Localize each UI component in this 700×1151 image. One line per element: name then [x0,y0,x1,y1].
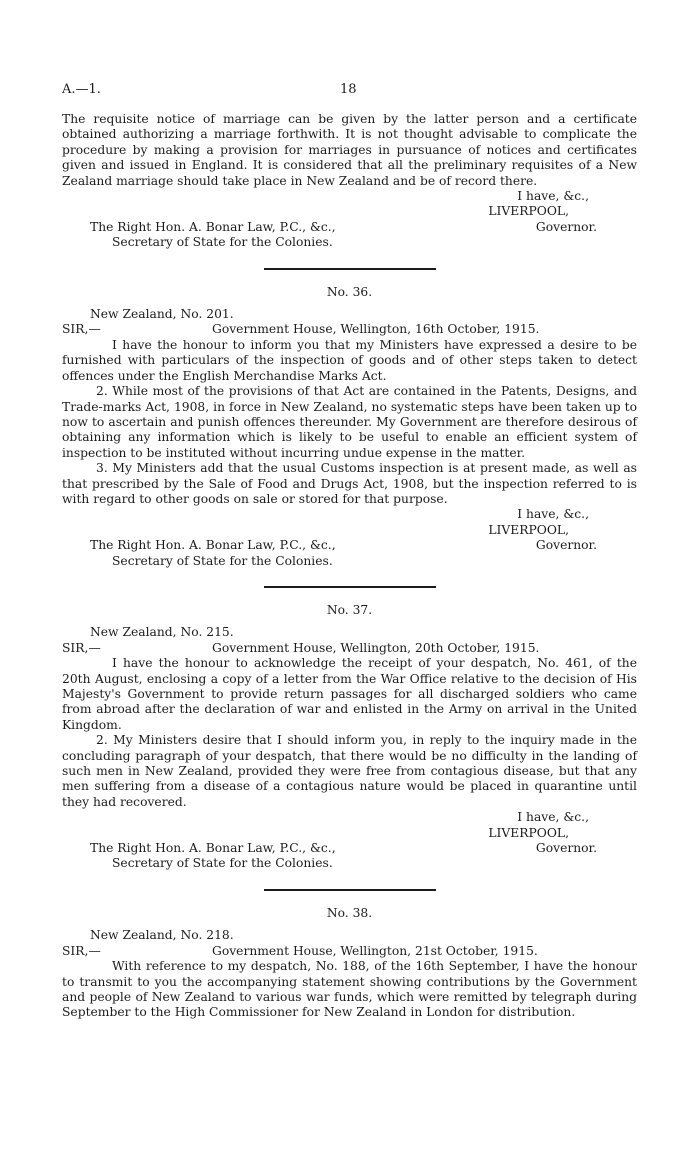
addressee-row [62,538,637,553]
salutation: SIR,— [62,640,101,655]
despatch-number: No. 37. [326,602,373,617]
despatch-paragraph: 3. My Ministers add that the usual Customs inspection is at present made, as well as that prescribed by the Sale of Food and Drugs Act, 1908, but the inspection referred to is with regard to other goods on sale or stored for that purpose. [62,461,637,506]
addressee: The Right Hon. A. Bonar Law, P.C., &c., [90,538,336,553]
closing: I have, &c., [517,810,589,825]
document-reference: A.—1. [62,82,101,97]
despatch-ref: New Zealand, No. 215. [90,625,234,640]
addressee-row [62,220,637,235]
despatch-number: No. 38. [326,905,373,920]
addressee-title: Secretary of State for the Colonies. [112,553,333,568]
signature: LIVERPOOL, [488,204,569,219]
addressee-row [62,841,637,856]
place-date: Government House, Wellington, 20th October, 1915. [212,640,540,655]
signer-title: Governor. [535,841,597,856]
despatch-paragraph: With reference to my despatch, No. 188, of the 16th September, I have the honour to transmit to you the accompanying statement showing contributions by the Government and people of New Zealand to various war funds, which were remitted by telegraph during September to the High Commissioner for New Zealand in London for distribution. [62,959,637,1020]
signer-title: Governor. [535,219,597,234]
despatch-paragraph: 2. My Ministers desire that I should inform you, in reply to the inquiry made in the concluding paragraph of your despatch, that there would be no difficulty in the landing of such men in New Zealand, provided they were free from contagious disease, but that any men suffering from a disease of a contagious nature would be placed in quarantine until they had recovered. [62,733,637,809]
salutation-row [62,322,637,337]
intro-paragraph: The requisite notice of marriage can be given by the latter person and a certificate obtained authorizing a marriage forthwith. It is not thought advisable to complicate the procedure by making a provision for marriages in pursuance of notices and certificates given and issued in England. It is considered that all the preliminary requisites of a New Zealand marriage should take place in New Zealand and be of record there. [62,112,637,188]
signer-title: Governor. [535,538,597,553]
page-number: 18 [340,82,357,97]
despatch-number: No. 36. [326,284,373,299]
salutation-row [62,944,637,959]
closing: I have, &c., [517,507,589,522]
despatch-paragraph: 2. While most of the provisions of that Act are contained in the Patents, Designs, and Trade-marks Act, 1908, in force in New Zealand, no systematic steps have been taken up to now to ascertain and punish offences thereunder. My Government are therefore desirous of obtaining any information which is likely to be useful to enable an efficient system of inspection to be instituted without incurring undue expense in the matter. [62,384,637,460]
salutation: SIR,— [62,943,101,958]
despatch-paragraph: I have the honour to acknowledge the receipt of your despatch, No. 461, of the 20th August, enclosing a copy of a letter from the War Office relative to the decision of His Majesty's Government to provide return passages for all discharged soldiers who came from abroad after the declaration of war and enlisted in the Army on arrival in the United Kingdom. [62,656,637,732]
addressee-title: Secretary of State for the Colonies. [112,856,333,871]
despatch-paragraph: I have the honour to inform you that my Ministers have expressed a desire to be furnished with particulars of the inspection of goods and of other steps taken to detect offences under the English Merchandise Marks Act. [62,337,637,383]
place-date: Government House, Wellington, 21st October, 1915. [212,943,538,958]
addressee: The Right Hon. A. Bonar Law, P.C., &c., [90,841,336,856]
closing: I have, &c., [517,189,589,204]
despatch-ref: New Zealand, No. 201. [90,307,234,322]
section-divider [264,586,436,588]
salutation: SIR,— [62,322,101,337]
section-divider [264,889,436,891]
salutation-row [62,641,637,656]
addressee: The Right Hon. A. Bonar Law, P.C., &c., [90,219,336,234]
signature: LIVERPOOL, [488,825,569,840]
signature: LIVERPOOL, [488,522,569,537]
place-date: Government House, Wellington, 16th October, 1915. [212,322,540,337]
addressee-title: Secretary of State for the Colonies. [112,235,333,250]
despatch-ref: New Zealand, No. 218. [90,928,234,943]
section-divider [264,268,436,270]
document-body [62,112,637,1021]
